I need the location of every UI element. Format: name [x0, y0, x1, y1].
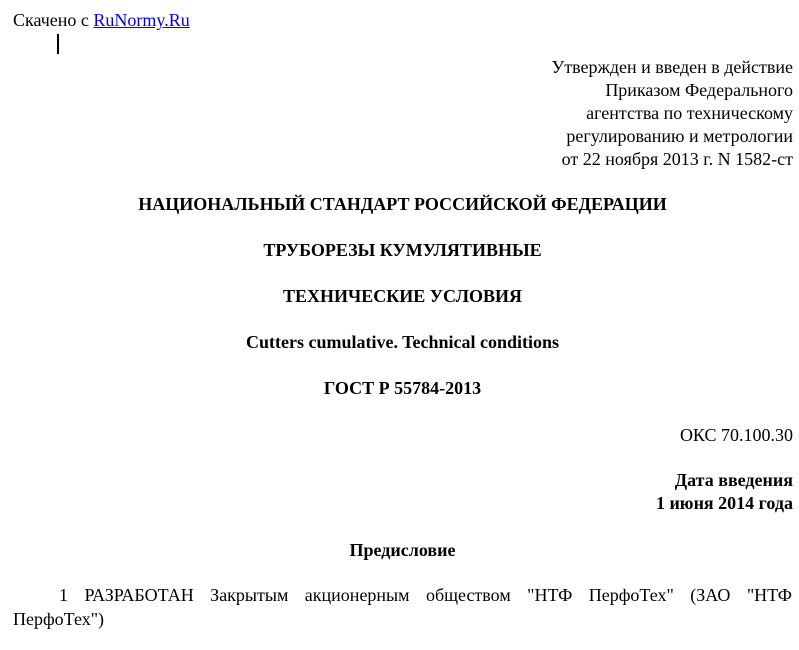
approval-line: регулированию и метрологии	[566, 126, 793, 146]
download-prefix-text: Скачено с	[13, 10, 94, 30]
text-cursor	[57, 34, 59, 54]
conditions-title: ТЕХНИЧЕСКИЕ УСЛОВИЯ	[283, 286, 522, 306]
intro-date-value: 1 июня 2014 года	[655, 493, 793, 513]
intro-date-label: Дата введения	[674, 470, 793, 490]
oks-code: ОКС 70.100.30	[679, 425, 793, 445]
preface-heading: Предисловие	[349, 540, 456, 560]
gost-number: ГОСТ Р 55784-2013	[323, 378, 482, 398]
runormy-link[interactable]: RuNormy.Ru	[93, 10, 190, 30]
approval-line: от 22 ноября 2013 г. N 1582-ст	[561, 149, 793, 169]
download-source-line	[13, 9, 190, 31]
product-title: ТРУБОРЕЗЫ КУМУЛЯТИВНЫЕ	[263, 240, 542, 260]
approval-line: агентства по техническому	[586, 103, 793, 123]
preface-paragraph: 1 РАЗРАБОТАН Закрытым акционерным обществом "НТФ ПерфоТех" (ЗАО "НТФ ПерфоТех")	[13, 585, 792, 629]
approval-line: Утвержден и введен в действие	[551, 57, 793, 77]
english-title: Cutters cumulative. Technical conditions	[245, 332, 559, 352]
approval-line: Приказом Федерального	[605, 80, 793, 100]
national-standard-title: НАЦИОНАЛЬНЫЙ СТАНДАРТ РОССИЙСКОЙ ФЕДЕРАЦИИ	[138, 194, 667, 214]
